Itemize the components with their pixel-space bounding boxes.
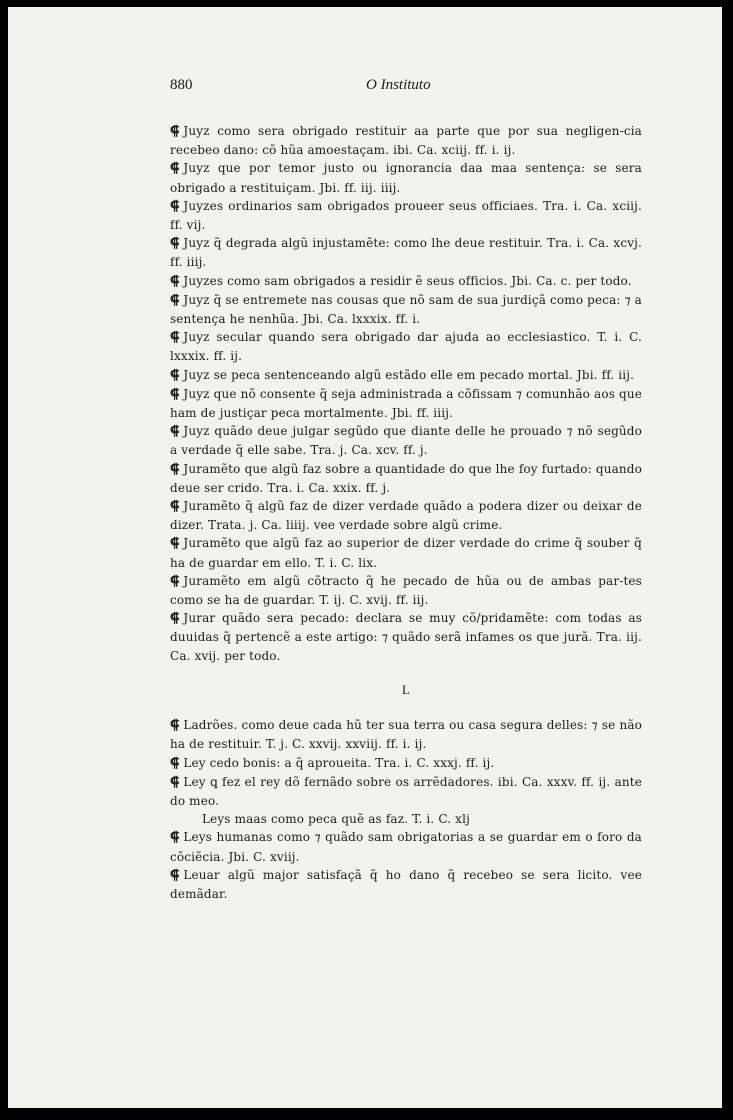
index-text	[170, 122, 642, 903]
running-title: O Instituto	[366, 77, 431, 93]
index-entry	[170, 716, 642, 753]
index-entry	[170, 828, 642, 865]
index-entry-text: Juramẽto que algũ faz ao superior de dizer verdade do crime q̃ souber q̃ ha de guardar em ello. T. i. C. lix.	[170, 536, 642, 570]
index-entries-l	[170, 716, 642, 903]
pilcrow-mark-icon: ⸿	[170, 774, 180, 790]
pilcrow-mark-icon: ⸿	[170, 755, 180, 771]
index-entry-text: Juyz que por temor justo ou ignorancia daa maa sentença: se sera obrigado a restituiçam. Jbi. ff. iij. iiij.	[170, 161, 642, 195]
page-number: 880	[170, 77, 193, 93]
pilcrow-mark-icon: ⸿	[170, 424, 180, 440]
pilcrow-mark-icon: ⸿	[170, 867, 180, 883]
pilcrow-mark-icon: ⸿	[170, 499, 180, 515]
index-entry	[170, 385, 642, 422]
index-entry-text: Ladrões. como deue cada hũ ter sua terra ou casa segura delles: ⁊ se não ha de restituir. T. j. C. xxvij. xxviij. ff. i. ij.	[170, 718, 642, 752]
index-entry-text: Juyz se peca sentenceando algũ estãdo elle em pecado mortal. Jbi. ff. iij.	[183, 367, 635, 382]
index-entry-text: Leuar algũ major satisfaçã q̃ ho dano q̃ recebeo se sera licito. vee demãdar.	[170, 867, 642, 901]
pilcrow-mark-icon: ⸿	[170, 573, 180, 589]
index-entry-text: Juyz q̃ degrada algũ injustamẽte: como lhe deue restituir. Tra. i. Ca. xcvj. ff. iiij.	[170, 236, 642, 270]
index-entry	[170, 572, 642, 609]
index-entry	[170, 773, 642, 810]
index-entry	[170, 754, 642, 773]
index-entry	[170, 422, 642, 459]
index-entry-text: Leys humanas como ⁊ quãdo sam obrigatorias a se guardar em o foro da cõciẽcia. Jbi. C. xviij.	[170, 830, 642, 864]
index-entry	[170, 609, 642, 665]
pilcrow-mark-icon: ⸿	[170, 386, 180, 402]
index-entry-text: Juyz secular quando sera obrigado dar ajuda ao ecclesiastico. T. i. C. lxxxix. ff. ij.	[170, 330, 642, 364]
index-entry-text: Ley ꝗ fez el rey dõ fernãdo sobre os arrẽdadores. ibi. Ca. xxxv. ff. ij. ante do meo.	[170, 774, 642, 808]
index-entry	[170, 534, 642, 571]
index-entry-text: Juyz quãdo deue julgar segũdo que diante delle he prouado ⁊ nõ segũdo a verdade q̃ elle sabe. Tra. j. Ca. xcv. ff. j.	[170, 424, 642, 458]
index-entry	[170, 122, 642, 159]
index-entry	[170, 159, 642, 196]
pilcrow-mark-icon: ⸿	[170, 273, 180, 289]
pilcrow-mark-icon: ⸿	[170, 718, 180, 734]
index-entry	[170, 291, 642, 328]
pilcrow-mark-icon: ⸿	[170, 124, 180, 139]
index-entry	[170, 234, 642, 271]
index-entry-text: Ley cedo bonis: a q̃ aproueita. Tra. i. C. xxxj. ff. ij.	[183, 755, 495, 770]
index-entry-text: Juyz que nõ consente q̃ seja administrada a cõfissam ⁊ comunhão aos que ham de justiçar peca mortalmente. Jbi. ff. iiij.	[170, 386, 642, 421]
index-entry-text: Juyzes como sam obrigados a residir ẽ seus officios. Jbi. Ca. c. per todo.	[183, 273, 632, 288]
index-entry-text: Juramẽto em algũ cõtracto q̃ he pecado de hũa ou de ambas par-tes como se ha de guardar. T. ij. C. xvij. ff. iij.	[170, 573, 642, 608]
pilcrow-mark-icon: ⸿	[170, 236, 180, 252]
index-entry	[170, 460, 642, 497]
index-entry-text: Juyzes ordinarios sam obrigados proueer seus officiaes. Tra. i. Ca. xciij. ff. vij.	[170, 198, 642, 233]
index-entry	[170, 272, 642, 291]
pilcrow-mark-icon: ⸿	[170, 198, 180, 214]
index-entry-text: Juramẽto que algũ faz sobre a quantidade do que lhe foy furtado: quando deue ser crido. Tra. i. Ca. xxix. ff. j.	[170, 461, 642, 495]
pilcrow-mark-icon: ⸿	[170, 461, 180, 477]
pilcrow-mark-icon: ⸿	[170, 536, 180, 552]
pilcrow-mark-icon: ⸿	[170, 292, 180, 308]
pilcrow-mark-icon: ⸿	[170, 330, 180, 346]
pilcrow-mark-icon: ⸿	[170, 830, 180, 846]
book-page	[8, 7, 722, 1108]
pilcrow-mark-icon: ⸿	[170, 161, 180, 177]
index-entry-text: Juramẽto q̃ algũ faz de dizer verdade quãdo a podera dizer ou deixar de dizer. Trata. j. Ca. liiij. vee verdade sobre algũ crime.	[170, 499, 642, 533]
pilcrow-mark-icon: ⸿	[170, 367, 180, 383]
index-entry	[170, 866, 642, 903]
index-entry	[170, 366, 642, 385]
pilcrow-mark-icon: ⸿	[170, 611, 180, 627]
index-entry-text: Jurar quãdo sera pecado: declara se muy cõ/pridamẽte: com todas as duuidas q̃ pertencẽ a este artigo: ⁊ quãdo serã infames os que jurã. Tra. iij. Ca. xvij. per todo.	[170, 611, 642, 663]
index-entry-text: Leys maas como peca quẽ as faz. T. i. C. xlj	[202, 812, 470, 827]
index-entry-text: Juyz como sera obrigado restituir aa parte que por sua negligen-cia recebeo dano: cõ hũa amoestaçam. ibi. Ca. xciij. ff. i. ij.	[170, 124, 642, 158]
section-letter: L	[401, 681, 411, 697]
index-entry-text: Juyz q̃ se entremete nas cousas que nõ sam de sua jurdiçã como peca: ⁊ a sentença he nenhũa. Jbi. Ca. lxxxix. ff. i.	[170, 292, 642, 327]
index-entry	[170, 197, 642, 234]
index-entry	[170, 328, 642, 365]
index-entry	[170, 810, 642, 828]
index-entries-j	[170, 122, 642, 665]
index-entry	[170, 497, 642, 534]
page-header	[170, 77, 460, 101]
